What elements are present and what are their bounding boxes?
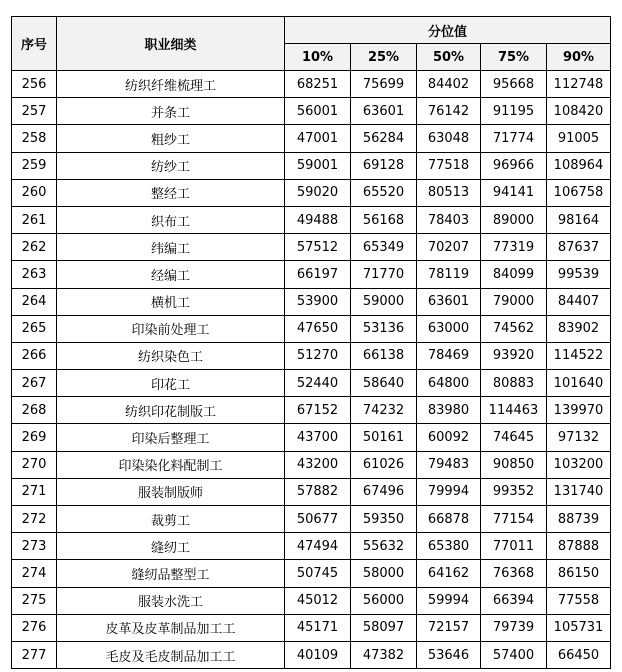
cell-p50: 78119	[417, 261, 481, 288]
cell-occupation: 毛皮及毛皮制品加工工	[57, 641, 285, 668]
cell-p90: 83902	[547, 315, 611, 342]
cell-p75: 90850	[481, 451, 547, 478]
cell-p75: 91195	[481, 98, 547, 125]
cell-seq: 267	[12, 370, 57, 397]
table-row	[12, 125, 611, 152]
cell-p90: 87637	[547, 234, 611, 261]
table-row	[12, 71, 611, 98]
cell-p90: 87888	[547, 533, 611, 560]
cell-p10: 56001	[285, 98, 351, 125]
cell-p90: 139970	[547, 397, 611, 424]
cell-p75: 114463	[481, 397, 547, 424]
table-row	[12, 478, 611, 505]
cell-p75: 80883	[481, 370, 547, 397]
cell-p50: 53646	[417, 641, 481, 668]
cell-occupation: 织布工	[57, 206, 285, 233]
header-occupation: 职业细类	[57, 17, 285, 71]
table-row	[12, 98, 611, 125]
cell-p25: 50161	[351, 424, 417, 451]
cell-p25: 69128	[351, 152, 417, 179]
cell-p25: 74232	[351, 397, 417, 424]
cell-p50: 72157	[417, 614, 481, 641]
cell-p10: 68251	[285, 71, 351, 98]
cell-p25: 58000	[351, 560, 417, 587]
cell-p25: 67496	[351, 478, 417, 505]
cell-p75: 89000	[481, 206, 547, 233]
cell-p50: 79994	[417, 478, 481, 505]
cell-p25: 63601	[351, 98, 417, 125]
cell-occupation: 纺织印花制版工	[57, 397, 285, 424]
table-row	[12, 261, 611, 288]
cell-p90: 99539	[547, 261, 611, 288]
cell-p75: 76368	[481, 560, 547, 587]
cell-occupation: 印花工	[57, 370, 285, 397]
cell-seq: 259	[12, 152, 57, 179]
cell-p75: 57400	[481, 641, 547, 668]
header-p75: 75%	[481, 44, 547, 71]
table-row	[12, 206, 611, 233]
cell-p10: 45012	[285, 587, 351, 614]
cell-p75: 74562	[481, 315, 547, 342]
table-row	[12, 533, 611, 560]
cell-p10: 40109	[285, 641, 351, 668]
cell-p25: 71770	[351, 261, 417, 288]
cell-p75: 94141	[481, 179, 547, 206]
cell-p10: 47001	[285, 125, 351, 152]
cell-p10: 52440	[285, 370, 351, 397]
header-seq: 序号	[12, 17, 57, 71]
cell-p25: 65349	[351, 234, 417, 261]
table-row	[12, 641, 611, 668]
cell-p75: 66394	[481, 587, 547, 614]
cell-p50: 59994	[417, 587, 481, 614]
cell-seq: 266	[12, 342, 57, 369]
cell-p50: 70207	[417, 234, 481, 261]
cell-p25: 58097	[351, 614, 417, 641]
cell-occupation: 横机工	[57, 288, 285, 315]
cell-p50: 79483	[417, 451, 481, 478]
cell-p25: 56284	[351, 125, 417, 152]
cell-seq: 262	[12, 234, 57, 261]
header-p90: 90%	[547, 44, 611, 71]
cell-p25: 61026	[351, 451, 417, 478]
cell-seq: 264	[12, 288, 57, 315]
cell-p90: 114522	[547, 342, 611, 369]
cell-p25: 59000	[351, 288, 417, 315]
header-p25: 25%	[351, 44, 417, 71]
cell-seq: 271	[12, 478, 57, 505]
cell-p25: 75699	[351, 71, 417, 98]
cell-occupation: 粗纱工	[57, 125, 285, 152]
header-p10: 10%	[285, 44, 351, 71]
cell-p10: 51270	[285, 342, 351, 369]
cell-seq: 269	[12, 424, 57, 451]
cell-p75: 79739	[481, 614, 547, 641]
cell-occupation: 纺纱工	[57, 152, 285, 179]
table-row	[12, 587, 611, 614]
cell-seq: 272	[12, 506, 57, 533]
cell-p90: 88739	[547, 506, 611, 533]
cell-p10: 57512	[285, 234, 351, 261]
cell-p25: 66138	[351, 342, 417, 369]
cell-p90: 103200	[547, 451, 611, 478]
cell-p90: 86150	[547, 560, 611, 587]
cell-seq: 258	[12, 125, 57, 152]
cell-p25: 56168	[351, 206, 417, 233]
cell-p10: 59020	[285, 179, 351, 206]
cell-p75: 96966	[481, 152, 547, 179]
cell-p50: 63048	[417, 125, 481, 152]
cell-p90: 112748	[547, 71, 611, 98]
cell-seq: 270	[12, 451, 57, 478]
cell-occupation: 缝纫品整型工	[57, 560, 285, 587]
cell-p50: 60092	[417, 424, 481, 451]
cell-occupation: 印染后整理工	[57, 424, 285, 451]
table-row	[12, 152, 611, 179]
cell-occupation: 纺织染色工	[57, 342, 285, 369]
cell-seq: 256	[12, 71, 57, 98]
cell-occupation: 整经工	[57, 179, 285, 206]
table-row	[12, 370, 611, 397]
cell-p10: 50677	[285, 506, 351, 533]
cell-p75: 84099	[481, 261, 547, 288]
cell-p50: 64162	[417, 560, 481, 587]
cell-p75: 99352	[481, 478, 547, 505]
cell-seq: 263	[12, 261, 57, 288]
cell-p50: 66878	[417, 506, 481, 533]
cell-p90: 106758	[547, 179, 611, 206]
header-percentile-group: 分位值	[285, 17, 611, 44]
table-row	[12, 506, 611, 533]
cell-p10: 47650	[285, 315, 351, 342]
cell-seq: 268	[12, 397, 57, 424]
cell-p25: 65520	[351, 179, 417, 206]
cell-p25: 53136	[351, 315, 417, 342]
header-p50: 50%	[417, 44, 481, 71]
cell-occupation: 裁剪工	[57, 506, 285, 533]
cell-p10: 67152	[285, 397, 351, 424]
cell-p50: 78469	[417, 342, 481, 369]
table-row	[12, 315, 611, 342]
cell-occupation: 并条工	[57, 98, 285, 125]
cell-p25: 58640	[351, 370, 417, 397]
cell-seq: 265	[12, 315, 57, 342]
cell-p50: 76142	[417, 98, 481, 125]
cell-p25: 59350	[351, 506, 417, 533]
cell-p75: 74645	[481, 424, 547, 451]
cell-p10: 66197	[285, 261, 351, 288]
cell-occupation: 纺织纤维梳理工	[57, 71, 285, 98]
cell-seq: 257	[12, 98, 57, 125]
cell-p10: 50745	[285, 560, 351, 587]
table-header	[12, 17, 611, 71]
cell-p10: 53900	[285, 288, 351, 315]
cell-p50: 63601	[417, 288, 481, 315]
table-row	[12, 288, 611, 315]
table-row	[12, 234, 611, 261]
cell-seq: 273	[12, 533, 57, 560]
cell-p90: 91005	[547, 125, 611, 152]
cell-p50: 63000	[417, 315, 481, 342]
cell-p75: 95668	[481, 71, 547, 98]
cell-p50: 84402	[417, 71, 481, 98]
cell-p75: 93920	[481, 342, 547, 369]
cell-p50: 77518	[417, 152, 481, 179]
cell-p50: 64800	[417, 370, 481, 397]
cell-seq: 275	[12, 587, 57, 614]
cell-p50: 83980	[417, 397, 481, 424]
cell-occupation: 印染染化料配制工	[57, 451, 285, 478]
cell-p10: 57882	[285, 478, 351, 505]
table-row	[12, 397, 611, 424]
cell-seq: 276	[12, 614, 57, 641]
cell-occupation: 印染前处理工	[57, 315, 285, 342]
cell-occupation: 经编工	[57, 261, 285, 288]
table-row	[12, 560, 611, 587]
cell-p90: 84407	[547, 288, 611, 315]
table-row	[12, 424, 611, 451]
cell-occupation: 纬编工	[57, 234, 285, 261]
cell-p90: 77558	[547, 587, 611, 614]
cell-p90: 101640	[547, 370, 611, 397]
table-row	[12, 179, 611, 206]
cell-occupation: 服装制版师	[57, 478, 285, 505]
cell-p10: 47494	[285, 533, 351, 560]
cell-p75: 77154	[481, 506, 547, 533]
table-row	[12, 451, 611, 478]
cell-seq: 261	[12, 206, 57, 233]
cell-p10: 49488	[285, 206, 351, 233]
cell-p90: 105731	[547, 614, 611, 641]
cell-p10: 43200	[285, 451, 351, 478]
cell-p90: 66450	[547, 641, 611, 668]
cell-p25: 47382	[351, 641, 417, 668]
table-row	[12, 614, 611, 641]
cell-p90: 131740	[547, 478, 611, 505]
cell-p25: 56000	[351, 587, 417, 614]
cell-occupation: 皮革及皮革制品加工工	[57, 614, 285, 641]
cell-seq: 274	[12, 560, 57, 587]
cell-p75: 77319	[481, 234, 547, 261]
cell-p90: 108964	[547, 152, 611, 179]
cell-p90: 108420	[547, 98, 611, 125]
cell-p90: 97132	[547, 424, 611, 451]
cell-seq: 260	[12, 179, 57, 206]
salary-percentile-table	[11, 16, 611, 669]
cell-p10: 45171	[285, 614, 351, 641]
cell-seq: 277	[12, 641, 57, 668]
cell-p10: 43700	[285, 424, 351, 451]
table-body	[12, 71, 611, 669]
cell-p50: 78403	[417, 206, 481, 233]
table-row	[12, 342, 611, 369]
cell-p75: 71774	[481, 125, 547, 152]
cell-p90: 98164	[547, 206, 611, 233]
cell-p50: 65380	[417, 533, 481, 560]
cell-p50: 80513	[417, 179, 481, 206]
cell-p75: 79000	[481, 288, 547, 315]
cell-p75: 77011	[481, 533, 547, 560]
cell-p10: 59001	[285, 152, 351, 179]
cell-occupation: 缝纫工	[57, 533, 285, 560]
cell-occupation: 服装水洗工	[57, 587, 285, 614]
cell-p25: 55632	[351, 533, 417, 560]
